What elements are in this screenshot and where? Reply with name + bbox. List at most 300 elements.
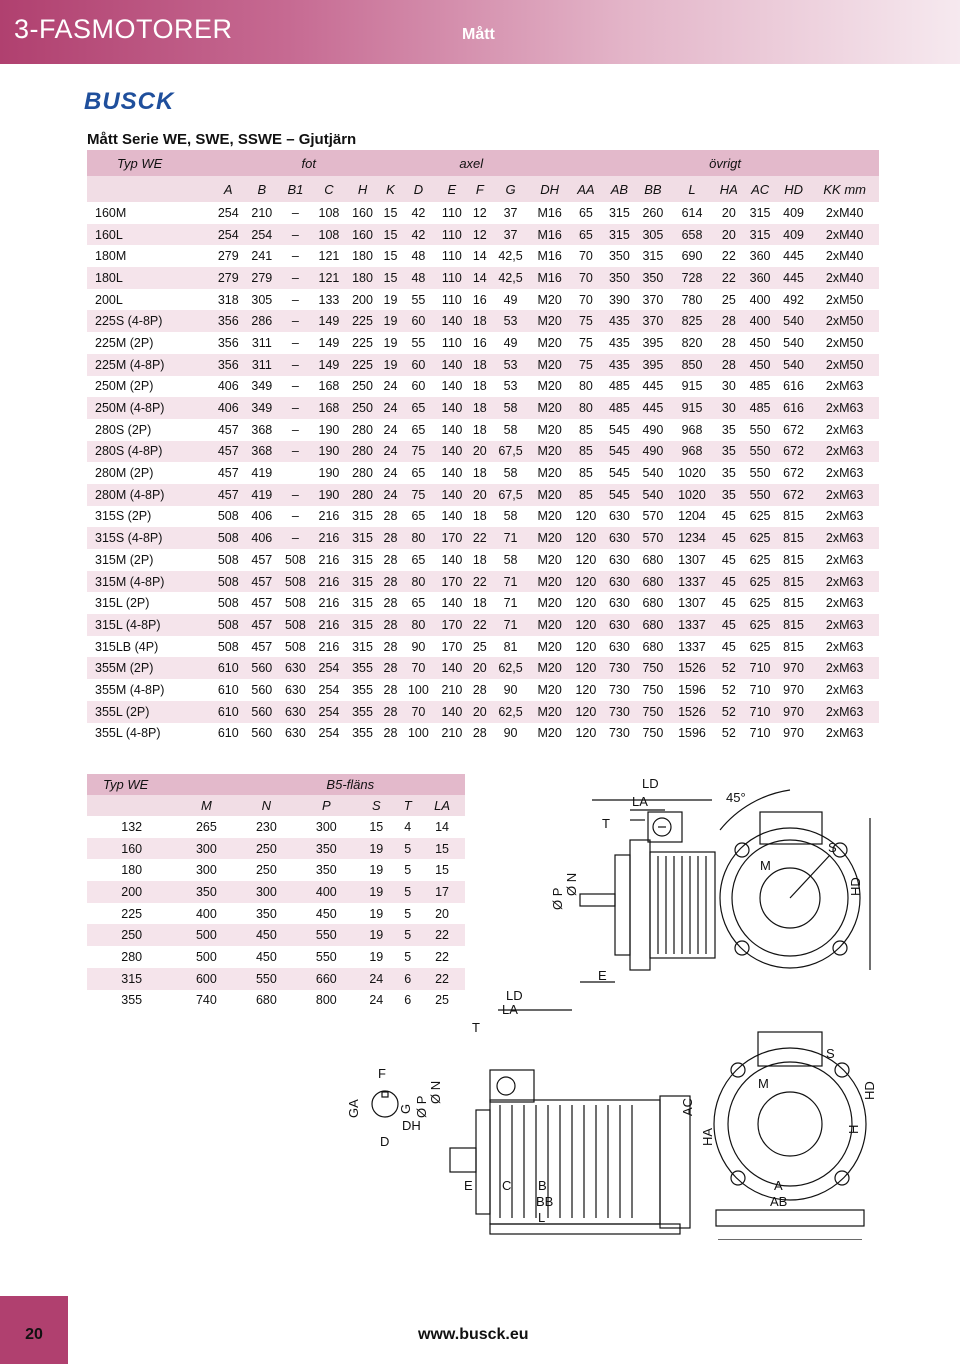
- table-cell: 350: [255, 906, 277, 921]
- ovrigt-header: övrigt: [569, 150, 879, 176]
- table-cell: 672: [783, 466, 805, 481]
- column-header: AB: [603, 176, 637, 202]
- table-cell: 315L (2P): [95, 596, 150, 611]
- table-cell: 2xM50: [810, 354, 879, 376]
- table-cell: 62,5: [491, 657, 530, 679]
- table-cell: 180M: [95, 249, 127, 264]
- table-cell: 508: [211, 527, 245, 549]
- table-cell: 400: [296, 881, 356, 903]
- table-cell: 672: [777, 484, 811, 506]
- table-cell: 216: [312, 571, 346, 593]
- table-cell: 485: [749, 379, 771, 394]
- table-cell: 395: [636, 354, 670, 376]
- table-cell: 1337: [678, 639, 706, 654]
- table-cell: 2xM63: [810, 614, 879, 636]
- table-cell: 20: [469, 441, 491, 463]
- table-cell: M20: [530, 657, 569, 679]
- flange-type-header: Typ WE: [87, 774, 176, 795]
- table-cell: 610: [211, 657, 245, 679]
- table-cell: 22: [419, 924, 465, 946]
- label-b: B: [538, 1178, 547, 1193]
- footer-url[interactable]: www.busck.eu: [418, 1326, 529, 1343]
- table-cell: 168: [318, 379, 340, 394]
- table-cell: 160M: [95, 205, 127, 220]
- label-s-top: S: [828, 840, 837, 855]
- table-cell: 15: [369, 819, 384, 834]
- table-cell: 120: [575, 726, 597, 741]
- table-cell: 570: [636, 527, 670, 549]
- table-cell: 24: [379, 441, 401, 463]
- label-s-bottom: S: [826, 1046, 835, 1061]
- table-cell: M20: [530, 310, 569, 332]
- label-bb: BB: [536, 1194, 554, 1209]
- table-cell: 45: [721, 509, 736, 524]
- column-header: HD: [777, 176, 811, 202]
- column-header: N: [236, 795, 296, 816]
- table-cell: M20: [537, 335, 562, 350]
- table-cell: 45: [721, 639, 736, 654]
- table-cell: 110: [441, 292, 462, 307]
- table-cell: 35: [721, 466, 736, 481]
- table-cell: 75: [569, 310, 603, 332]
- table-cell: 200L: [95, 292, 123, 307]
- table-cell: 815: [777, 527, 811, 549]
- table-cell: M20: [537, 682, 562, 697]
- table-cell: 28: [379, 701, 401, 723]
- table-cell: 457: [251, 596, 273, 611]
- table-cell: 279: [217, 249, 239, 264]
- table-cell: 37: [491, 224, 530, 246]
- table-cell: 14: [435, 819, 450, 834]
- table-cell: 28: [472, 726, 487, 741]
- table-cell: 305: [251, 292, 273, 307]
- table-cell: 254: [211, 224, 245, 246]
- table-cell: 254: [318, 682, 340, 697]
- table-cell: 170: [441, 639, 463, 654]
- table-cell: 5: [396, 838, 419, 860]
- table-row: [87, 636, 879, 658]
- table-row: [87, 701, 879, 723]
- table-cell: 170: [435, 527, 469, 549]
- table-cell: 915: [681, 379, 703, 394]
- table-cell: 710: [749, 726, 771, 741]
- table-cell: 60: [402, 310, 436, 332]
- table-cell: 570: [642, 509, 664, 524]
- table-cell: 315S (4-8P): [87, 527, 211, 549]
- table-cell: M16: [537, 249, 562, 264]
- table-cell: 225: [121, 906, 143, 921]
- dimensions-table-body: [87, 202, 879, 744]
- table-cell: 250: [236, 838, 296, 860]
- table-cell: –: [291, 422, 299, 437]
- table-cell: 190: [312, 441, 346, 463]
- axel-header: axel: [379, 150, 569, 176]
- column-header: P: [296, 795, 356, 816]
- table-cell: 485: [603, 397, 637, 419]
- table-cell: 279: [211, 267, 245, 289]
- table-cell: 30: [714, 397, 743, 419]
- table-cell: 70: [402, 657, 436, 679]
- column-header: E: [435, 176, 469, 202]
- table-cell: 180: [346, 267, 380, 289]
- table-cell: 280: [346, 441, 380, 463]
- table-cell: 170: [435, 571, 469, 593]
- table-cell: –: [279, 267, 313, 289]
- table-cell: 18: [472, 552, 487, 567]
- table-cell: 550: [743, 484, 777, 506]
- table-cell: 370: [642, 292, 664, 307]
- table-cell: 2xM40: [810, 224, 879, 246]
- table-cell: 315: [749, 205, 771, 220]
- table-cell: 457: [211, 441, 245, 463]
- table-cell: 360: [749, 249, 771, 264]
- table-cell: M20: [530, 701, 569, 723]
- table-cell: 680: [255, 993, 277, 1008]
- table-cell: 450: [236, 924, 296, 946]
- table-cell: 42: [411, 205, 426, 220]
- table-row: [87, 441, 879, 463]
- table-cell: 450: [743, 354, 777, 376]
- table-cell: 2xM63: [810, 657, 879, 679]
- column-header-row: [87, 176, 879, 202]
- table-cell: –: [291, 292, 299, 307]
- table-cell: 2xM63: [810, 441, 879, 463]
- label-n-bottom: Ø N: [428, 1080, 443, 1104]
- table-cell: 28: [379, 657, 401, 679]
- table-cell: 149: [312, 310, 346, 332]
- table-cell: 250: [352, 379, 373, 394]
- table-cell: 250: [255, 863, 277, 878]
- table-cell: 65: [578, 205, 593, 220]
- table-row: [87, 376, 879, 398]
- table-cell: 540: [777, 310, 811, 332]
- table-cell: 315M (2P): [95, 552, 154, 567]
- table-cell: 355: [352, 682, 373, 697]
- table-cell: 730: [608, 682, 630, 697]
- table-row: [87, 354, 879, 376]
- table-cell: M20: [530, 484, 569, 506]
- table-cell: 315L (4-8P): [87, 614, 211, 636]
- table-cell: 450: [749, 335, 771, 350]
- table-cell: 625: [743, 571, 777, 593]
- table-cell: 457: [217, 422, 239, 437]
- table-cell: 445: [642, 379, 664, 394]
- table-cell: 315M (4-8P): [87, 571, 211, 593]
- table-cell: 216: [318, 639, 340, 654]
- table-cell: 457: [245, 614, 279, 636]
- table-cell: 356: [211, 354, 245, 376]
- table-cell: 24: [379, 484, 401, 506]
- table-cell: 550: [749, 422, 771, 437]
- table-cell: 750: [642, 726, 664, 741]
- table-cell: 25: [721, 292, 736, 307]
- table-cell: 280: [352, 466, 373, 481]
- table-cell: 680: [642, 552, 664, 567]
- table-cell: 370: [636, 310, 670, 332]
- table-cell: M20: [530, 441, 569, 463]
- table-row: [87, 571, 879, 593]
- table-cell: 81: [503, 639, 518, 654]
- table-cell: 1307: [678, 552, 706, 567]
- table-cell: 355L (4-8P): [95, 726, 161, 741]
- column-header: G: [491, 176, 530, 202]
- table-cell: 65: [411, 596, 426, 611]
- table-cell: M20: [530, 354, 569, 376]
- table-cell: 550: [743, 441, 777, 463]
- table-cell: 90: [503, 726, 518, 741]
- table-cell: 20: [721, 205, 736, 220]
- table-cell: 65: [569, 224, 603, 246]
- table-cell: 672: [777, 441, 811, 463]
- table-cell: 710: [743, 701, 777, 723]
- table-cell: 62,5: [491, 701, 530, 723]
- table-cell: 915: [670, 397, 715, 419]
- table-cell: 435: [603, 310, 637, 332]
- table-cell: 17: [419, 881, 465, 903]
- column-header: M: [176, 795, 236, 816]
- table-cell: 485: [608, 379, 630, 394]
- table-cell: 355: [346, 701, 380, 723]
- table-cell: 368: [251, 422, 273, 437]
- table-cell: 254: [245, 224, 279, 246]
- fot-header: fot: [211, 150, 379, 176]
- table-cell: 60: [411, 379, 426, 394]
- table-cell: M20: [537, 509, 562, 524]
- table-cell: 1234: [670, 527, 715, 549]
- label-m-bottom: M: [758, 1076, 769, 1091]
- table-cell: 680: [642, 596, 664, 611]
- table-cell: 190: [318, 466, 340, 481]
- table-cell: 815: [783, 596, 805, 611]
- table-cell: 315: [352, 596, 373, 611]
- table-cell: 110: [441, 249, 462, 264]
- table-cell: –: [279, 310, 313, 332]
- table-cell: 616: [783, 379, 805, 394]
- table-cell: 20: [469, 657, 491, 679]
- table-cell: 55: [411, 292, 426, 307]
- table-cell: 28: [714, 354, 743, 376]
- table-cell: 630: [608, 639, 630, 654]
- table-cell: 350: [315, 863, 337, 878]
- table-cell: 280M (4-8P): [87, 484, 211, 506]
- table-cell: 216: [312, 527, 346, 549]
- table-cell: 300: [315, 819, 337, 834]
- table-cell: 22: [419, 968, 465, 990]
- table-cell: 2xM50: [825, 335, 864, 350]
- table-cell: 5: [396, 881, 419, 903]
- table-cell: 70: [578, 249, 593, 264]
- table-cell: –: [279, 224, 313, 246]
- table-cell: 490: [636, 441, 670, 463]
- table-cell: 457: [251, 552, 273, 567]
- table-cell: 2xM63: [810, 484, 879, 506]
- table-cell: 45: [714, 614, 743, 636]
- table-cell: 545: [608, 466, 630, 481]
- table-cell: 65: [411, 509, 426, 524]
- table-cell: 350: [176, 881, 236, 903]
- table-cell: 815: [777, 571, 811, 593]
- table-cell: 540: [642, 466, 664, 481]
- table-cell: 5: [404, 906, 412, 921]
- table-cell: 22: [469, 571, 491, 593]
- table-cell: 315: [603, 224, 637, 246]
- table-cell: 630: [603, 527, 637, 549]
- table-cell: 2xM63: [825, 379, 864, 394]
- table-cell: 48: [402, 267, 436, 289]
- table-cell: 1596: [678, 726, 706, 741]
- table-cell: 210: [441, 726, 463, 741]
- table-cell: 225M (4-8P): [87, 354, 211, 376]
- table-cell: 108: [312, 224, 346, 246]
- dimensions-table: [87, 150, 879, 744]
- table-row: [87, 506, 879, 528]
- table-cell: 970: [783, 682, 805, 697]
- table-cell: 15: [419, 838, 465, 860]
- table-cell: 614: [681, 205, 703, 220]
- table-cell: 280: [346, 484, 380, 506]
- table-cell: 15: [435, 863, 450, 878]
- table-cell: 52: [721, 682, 736, 697]
- table-cell: 67,5: [491, 484, 530, 506]
- table-cell: 406: [245, 527, 279, 549]
- table-cell: 52: [714, 657, 743, 679]
- table-row: [87, 310, 879, 332]
- label-e-bottom: E: [464, 1178, 473, 1193]
- table-cell: 2xM63: [825, 682, 864, 697]
- table-cell: 305: [636, 224, 670, 246]
- table-cell: 450: [315, 906, 337, 921]
- table-cell: 230: [255, 819, 277, 834]
- table-cell: 350: [603, 267, 637, 289]
- column-header: B1: [279, 176, 313, 202]
- table-cell: 4: [404, 819, 412, 834]
- table-cell: –: [291, 335, 299, 350]
- table-row: [87, 245, 879, 267]
- header-subtitle: Mått: [462, 26, 495, 43]
- table-cell: 15: [383, 205, 398, 220]
- table-cell: 280S (2P): [95, 422, 152, 437]
- table-cell: 315: [352, 639, 373, 654]
- table-cell: M20: [537, 726, 562, 741]
- table-cell: 19: [369, 863, 384, 878]
- table-cell: 200: [87, 881, 176, 903]
- label-ha: HA: [700, 1127, 715, 1146]
- table-cell: 25: [435, 993, 450, 1008]
- motor-dimension-drawing: [340, 770, 900, 1240]
- table-cell: 45: [714, 527, 743, 549]
- table-cell: 19: [383, 335, 398, 350]
- table-cell: M20: [530, 397, 569, 419]
- table-cell: 1020: [678, 466, 706, 481]
- table-cell: 508: [211, 614, 245, 636]
- table-cell: 750: [636, 657, 670, 679]
- table-cell: 445: [777, 267, 811, 289]
- table-cell: M20: [537, 596, 562, 611]
- table-cell: 250: [87, 924, 176, 946]
- table-cell: 140: [441, 379, 463, 394]
- table-cell: 121: [318, 249, 340, 264]
- label-angle: 45°: [726, 790, 746, 805]
- table-cell: 500: [195, 949, 217, 964]
- table-cell: 120: [569, 657, 603, 679]
- table-cell: M20: [530, 527, 569, 549]
- type-header: Typ WE: [87, 150, 211, 176]
- table-cell: 20: [714, 224, 743, 246]
- table-cell: 85: [578, 466, 593, 481]
- table-cell: 968: [670, 441, 715, 463]
- table-cell: 200: [352, 292, 373, 307]
- label-ld-top: LD: [642, 776, 659, 791]
- table-cell: 490: [642, 422, 664, 437]
- table-cell: 360: [743, 267, 777, 289]
- table-cell: 18: [469, 354, 491, 376]
- table-cell: 2xM63: [825, 509, 864, 524]
- table-cell: 30: [721, 379, 736, 394]
- label-hd-top: HD: [848, 877, 863, 896]
- table-cell: 250: [346, 397, 380, 419]
- table-cell: 2xM50: [825, 292, 864, 307]
- table-cell: 1526: [670, 657, 715, 679]
- table-cell: 315: [346, 614, 380, 636]
- table-cell: 18: [472, 466, 487, 481]
- table-cell: 630: [279, 701, 313, 723]
- label-d: D: [380, 1134, 390, 1149]
- label-f: F: [378, 1066, 386, 1081]
- table-cell: 70: [402, 701, 436, 723]
- table-cell: 15: [379, 267, 401, 289]
- table-cell: 315S (2P): [95, 509, 152, 524]
- table-cell: –: [279, 484, 313, 506]
- table-cell: 110: [441, 205, 462, 220]
- column-header: [87, 795, 176, 816]
- table-cell: M20: [537, 422, 562, 437]
- table-cell: 630: [608, 596, 630, 611]
- table-cell: 24: [383, 466, 398, 481]
- table-cell: M16: [537, 205, 562, 220]
- table-cell: 120: [569, 614, 603, 636]
- table-cell: 710: [743, 657, 777, 679]
- table-cell: 18: [472, 596, 487, 611]
- table-cell: 28: [472, 682, 487, 697]
- table-cell: 315: [346, 527, 380, 549]
- table-cell: 22: [714, 267, 743, 289]
- column-header: L: [670, 176, 715, 202]
- table-cell: 508: [279, 571, 313, 593]
- table-cell: 45: [714, 571, 743, 593]
- table-row: [87, 657, 879, 679]
- table-cell: 18: [469, 310, 491, 332]
- table-cell: 815: [777, 614, 811, 636]
- table-cell: 42,5: [491, 267, 530, 289]
- table-cell: 58: [503, 509, 518, 524]
- table-cell: 630: [608, 552, 630, 567]
- table-cell: 254: [217, 205, 239, 220]
- table-cell: 355: [121, 993, 143, 1008]
- table-cell: 850: [670, 354, 715, 376]
- page-number: 20: [25, 1326, 43, 1343]
- table-cell: 419: [245, 484, 279, 506]
- table-cell: 680: [636, 614, 670, 636]
- table-cell: –: [279, 441, 313, 463]
- table-cell: 265: [195, 819, 217, 834]
- table-cell: 315: [352, 509, 373, 524]
- table-cell: 254: [312, 657, 346, 679]
- table-cell: 22: [469, 614, 491, 636]
- table-cell: 5: [396, 924, 419, 946]
- table-cell: 120: [569, 527, 603, 549]
- table-cell: 800: [315, 993, 337, 1008]
- table-row: [87, 462, 879, 484]
